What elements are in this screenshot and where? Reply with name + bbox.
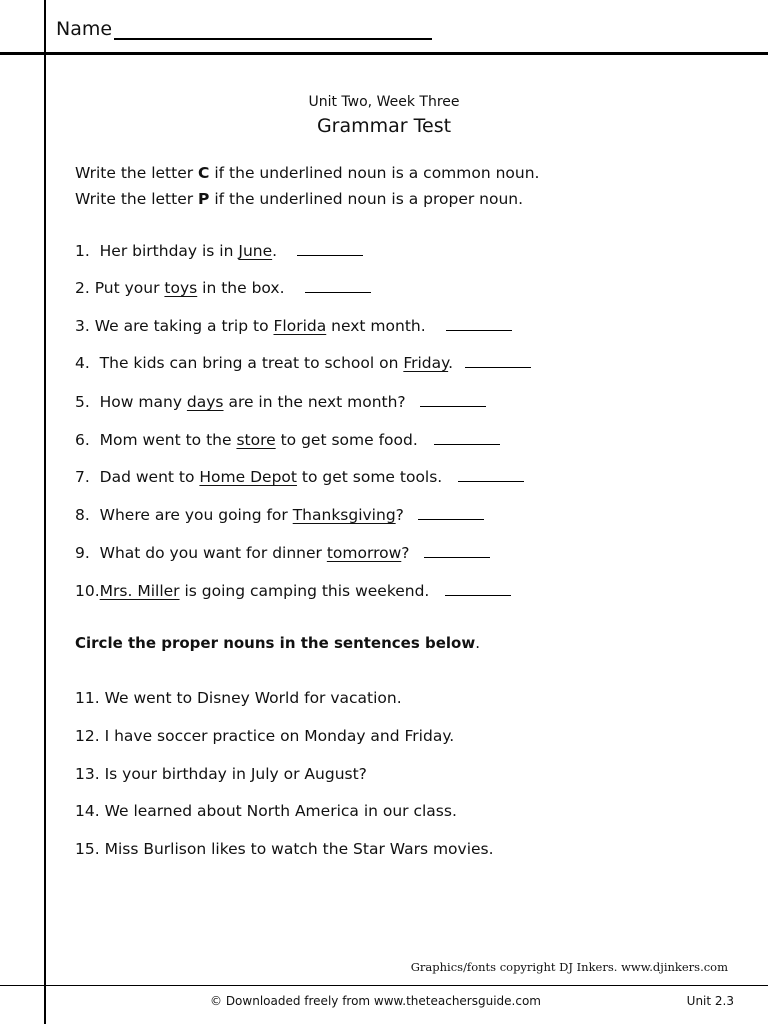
section-heading-period: . [475,634,480,652]
question-text: . [448,354,454,372]
section-heading-text: Circle the proper nouns in the sentences below [75,634,476,652]
sentence-12: 12. I have soccer practice on Monday and Friday. [75,727,455,745]
question-text: The kids can bring a treat to school on [99,354,404,372]
instruction-proper [75,190,523,208]
instruction-letter: P [198,190,210,208]
question-text: Put your [94,279,165,297]
underlined-noun: Friday [403,354,449,372]
question-8 [75,505,484,524]
underlined-noun: store [236,431,276,449]
instruction-text: Write the letter [75,164,199,182]
question-number: 10. [75,582,100,600]
question-number: 8. [75,506,90,524]
question-text: to get some tools. [296,468,443,486]
question-text: is going camping this weekend. [179,582,430,600]
download-notice: © Downloaded freely from www.theteachersguide.com [210,994,541,1008]
underlined-noun: Florida [273,317,327,335]
question-text: ? [395,506,404,524]
answer-blank[interactable] [434,430,500,445]
answer-blank[interactable] [446,316,512,331]
question-text: Where are you going for [99,506,293,524]
question-7 [75,467,524,486]
answer-blank[interactable] [424,543,490,558]
question-2 [75,278,371,297]
sentence-13: 13. Is your birthday in July or August? [75,765,367,783]
question-1 [75,241,363,260]
underlined-noun: June [238,242,273,260]
question-number: 9. [75,544,90,562]
copyright-credit: Graphics/fonts copyright DJ Inkers. www.djinkers.com [410,960,728,974]
page-subtitle: Unit Two, Week Three [308,94,460,110]
answer-blank[interactable] [445,581,511,596]
question-5 [75,392,486,411]
sentence-11: 11. We went to Disney World for vacation. [75,689,402,707]
question-text: next month. [326,317,426,335]
name-blank [114,18,432,40]
question-number: 6. [75,431,90,449]
question-text: What do you want for dinner [99,544,327,562]
name-label: Name [56,18,113,40]
instruction-common [75,164,540,182]
answer-blank[interactable] [418,505,484,520]
sentence-14: 14. We learned about North America in our class. [75,802,457,820]
question-number: 4. [75,354,90,372]
header-rule [0,52,768,55]
sentence-15: 15. Miss Burlison likes to watch the Star Wars movies. [75,840,494,858]
question-number: 2. [75,279,90,297]
answer-blank[interactable] [297,241,363,256]
instruction-text: if the underlined noun is a proper noun. [209,190,524,208]
answer-blank[interactable] [420,392,486,407]
question-9 [75,543,490,562]
underlined-noun: Home Depot [199,468,297,486]
question-text: How many [99,393,187,411]
question-text: in the box. [197,279,285,297]
underlined-noun: toys [164,279,198,297]
underlined-noun: Thanksgiving [292,506,396,524]
question-text: ? [401,544,410,562]
page-title: Grammar Test [316,115,452,137]
footer-rule [0,985,768,986]
question-number: 1. [75,242,90,260]
question-number: 7. [75,468,90,486]
question-text: . [272,242,278,260]
underlined-noun: tomorrow [326,544,402,562]
instruction-text: Write the letter [75,190,199,208]
underlined-noun: Mrs. Miller [99,582,180,600]
answer-blank[interactable] [458,467,524,482]
question-4 [75,353,531,372]
question-text: Mom went to the [99,431,237,449]
question-text: Dad went to [99,468,200,486]
question-6 [75,430,500,449]
question-number: 5. [75,393,90,411]
margin-line [44,0,46,1024]
question-number: 3. [75,317,90,335]
unit-label: Unit 2.3 [686,994,734,1008]
question-text: are in the next month? [223,393,406,411]
question-text: to get some food. [275,431,418,449]
question-text: Her birthday is in [99,242,239,260]
underlined-noun: days [186,393,224,411]
question-3 [75,316,512,335]
question-text: We are taking a trip to [94,317,274,335]
question-10 [75,581,511,600]
name-field [56,18,432,40]
instruction-letter: C [198,164,210,182]
answer-blank[interactable] [305,278,371,293]
section-heading [75,634,480,652]
instruction-text: if the underlined noun is a common noun. [209,164,540,182]
answer-blank[interactable] [465,353,531,368]
